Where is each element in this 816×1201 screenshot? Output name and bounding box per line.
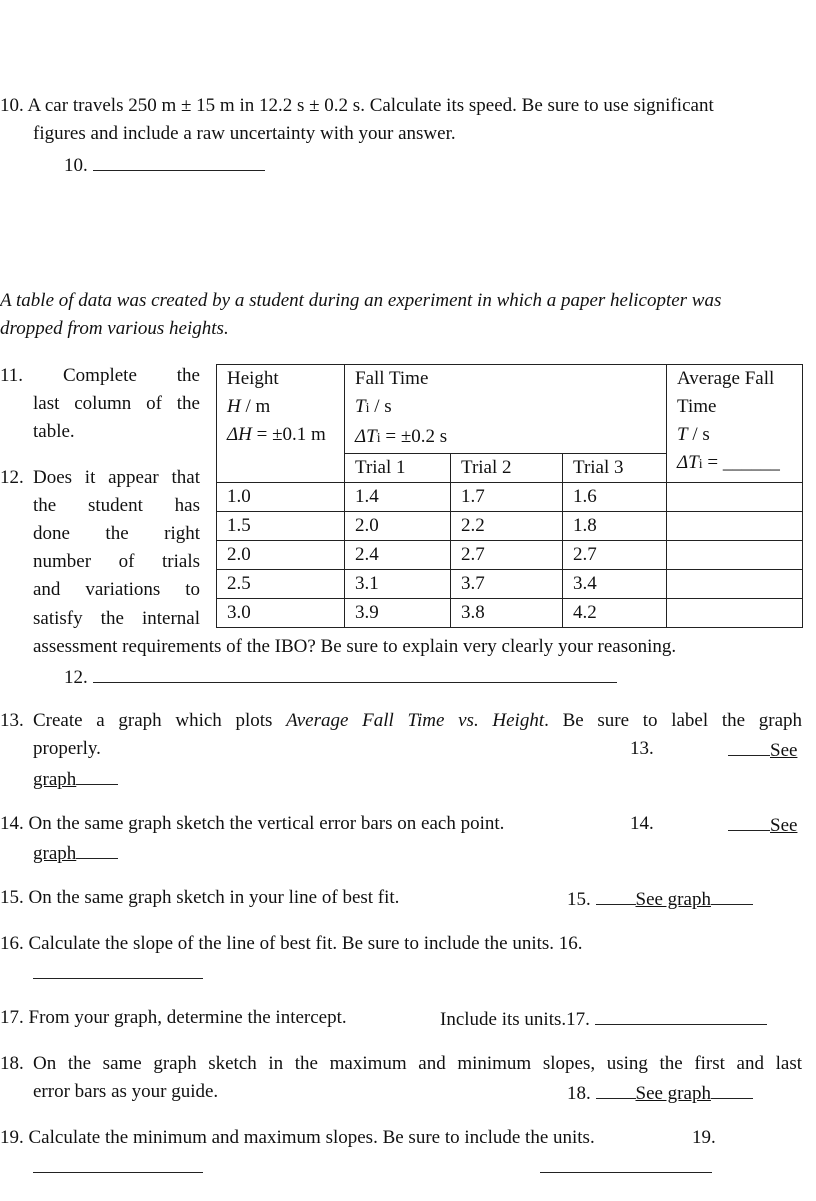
answer-16[interactable] bbox=[33, 958, 203, 988]
answer-text: See graph bbox=[635, 1083, 711, 1104]
cell-trial: 1.4 bbox=[345, 483, 451, 512]
question-18-number: 18. bbox=[0, 1053, 24, 1074]
question-19 bbox=[0, 1124, 595, 1152]
cell-average[interactable] bbox=[667, 512, 803, 541]
cell-height: 2.5 bbox=[217, 570, 345, 599]
trial-label: Trial 2 bbox=[451, 454, 563, 483]
answer-label: 16. bbox=[558, 933, 583, 954]
answer-12 bbox=[64, 662, 617, 692]
cell-height: 1.0 bbox=[217, 483, 345, 512]
header-fall-unc-symbol: ΔT bbox=[355, 426, 377, 447]
cell-average[interactable] bbox=[667, 483, 803, 512]
question-13-text-a: Create a graph which plots bbox=[33, 710, 287, 731]
question-11-line-2: last column of the bbox=[33, 393, 200, 414]
answer-label: 12. bbox=[64, 667, 88, 688]
question-number: 15. bbox=[0, 887, 24, 908]
table-row bbox=[217, 570, 803, 599]
header-fall-unc: = ±0.2 s bbox=[380, 426, 448, 447]
question-number: 19. bbox=[0, 1127, 24, 1148]
question-11-line-1: Complete the bbox=[63, 365, 200, 386]
header-height-unc-symbol: ΔH bbox=[227, 424, 252, 445]
answer-text: See bbox=[770, 740, 798, 761]
header-fall-time bbox=[345, 365, 667, 454]
answer-text: graph bbox=[33, 769, 77, 790]
header-fall-unc-sub: i bbox=[376, 431, 381, 446]
header-fall-sub: i bbox=[365, 401, 370, 416]
cell-trial: 3.8 bbox=[451, 599, 563, 628]
answer-13-label: 13. bbox=[630, 738, 654, 759]
cell-trial: 1.7 bbox=[451, 483, 563, 512]
question-10 bbox=[0, 92, 714, 120]
header-fall-symbol: T bbox=[355, 396, 366, 417]
question-12-line-7: assessment requirements of the IBO? Be sure to explain very clearly your reasoning. bbox=[33, 636, 677, 657]
answer-blank bbox=[33, 1152, 203, 1173]
question-12-line-6: satisfy the internal bbox=[33, 608, 200, 629]
cell-trial: 1.6 bbox=[563, 483, 667, 512]
cell-average[interactable] bbox=[667, 599, 803, 628]
question-text: On the same graph sketch in your line of best fit. bbox=[28, 887, 400, 908]
question-10-line-2: figures and include a raw uncertainty with your answer. bbox=[33, 123, 456, 144]
answer-blank bbox=[76, 764, 118, 785]
question-13-line-2: properly. bbox=[33, 738, 101, 759]
header-average-symbol: T bbox=[677, 424, 688, 445]
cell-trial: 3.7 bbox=[451, 570, 563, 599]
question-11-number: 11. bbox=[0, 365, 24, 386]
question-15 bbox=[0, 884, 399, 912]
header-average-unc-symbol: ΔT bbox=[677, 452, 699, 473]
cell-average[interactable] bbox=[667, 541, 803, 570]
cell-height: 2.0 bbox=[217, 541, 345, 570]
answer-text: graph bbox=[33, 843, 77, 864]
question-12-line-1: Does it appear that bbox=[33, 467, 200, 488]
answer-17 bbox=[440, 1004, 767, 1034]
answer-blank[interactable] bbox=[93, 150, 265, 171]
table-row bbox=[217, 483, 803, 512]
question-12-line-4: number of trials bbox=[33, 551, 200, 572]
answer-14[interactable] bbox=[728, 810, 797, 840]
answer-blank bbox=[728, 810, 770, 831]
question-11-line-3: table. bbox=[33, 421, 75, 442]
answer-label: 10. bbox=[64, 155, 88, 176]
header-average-unc: = ______ bbox=[702, 452, 780, 473]
cell-trial: 2.0 bbox=[345, 512, 451, 541]
answer-18[interactable] bbox=[567, 1078, 753, 1108]
table-row bbox=[217, 599, 803, 628]
question-text: From your graph, determine the intercept. bbox=[28, 1007, 347, 1028]
answer-blank[interactable] bbox=[93, 662, 617, 683]
answer-label: 17. bbox=[566, 1009, 590, 1030]
cell-trial: 1.8 bbox=[563, 512, 667, 541]
cell-trial: 4.2 bbox=[563, 599, 667, 628]
question-text: Calculate the slope of the line of best fit. Be sure to include the units. bbox=[28, 933, 555, 954]
question-12-line-5: and variations to bbox=[33, 579, 200, 600]
cell-height: 3.0 bbox=[217, 599, 345, 628]
question-14 bbox=[0, 810, 504, 838]
question-text: On the same graph sketch the vertical error bars on each point. bbox=[28, 813, 505, 834]
answer-blank bbox=[33, 958, 203, 979]
question-13-text-b: . Be sure to label the graph bbox=[544, 710, 803, 731]
table-row bbox=[217, 512, 803, 541]
trial-label: Trial 3 bbox=[563, 454, 667, 483]
question-12-line-3: done the right bbox=[33, 523, 200, 544]
question-12-line-2: the student has bbox=[33, 495, 200, 516]
header-height-unit: / m bbox=[240, 396, 271, 417]
question-12-number: 12. bbox=[0, 467, 24, 488]
answer-label: 18. bbox=[567, 1083, 591, 1104]
header-fall-name: Fall Time bbox=[355, 368, 429, 389]
answer-13-continued[interactable] bbox=[33, 764, 118, 794]
header-height-unc: = ±0.1 m bbox=[251, 424, 326, 445]
answer-15[interactable] bbox=[567, 884, 753, 914]
question-18-line-2: error bars as your guide. bbox=[33, 1081, 219, 1102]
answer-label: 15. bbox=[567, 889, 591, 910]
answer-blank bbox=[711, 1078, 753, 1099]
header-height-symbol: H bbox=[227, 396, 241, 417]
header-height-name: Height bbox=[227, 368, 279, 389]
question-number: 16. bbox=[0, 933, 24, 954]
header-average-line-1: Average Fall bbox=[677, 368, 775, 389]
question-number: 14. bbox=[0, 813, 24, 834]
answer-blank bbox=[540, 1152, 712, 1173]
trial-label: Trial 1 bbox=[345, 454, 451, 483]
question-13-number: 13. bbox=[0, 710, 24, 731]
cell-trial: 3.1 bbox=[345, 570, 451, 599]
header-average-unit: / s bbox=[687, 424, 710, 445]
header-fall-unit: / s bbox=[369, 396, 392, 417]
question-13-line-1 bbox=[33, 707, 802, 735]
header-average-unc-sub: i bbox=[698, 457, 703, 472]
question-text: A car travels 250 m ± 15 m in 12.2 s ± 0.2 s. Calculate its speed. Be sure to use significant bbox=[27, 95, 714, 116]
answer-19-label: 19. bbox=[692, 1127, 716, 1148]
answer-14-continued[interactable] bbox=[33, 838, 118, 868]
answer-text: See bbox=[770, 815, 798, 836]
header-average bbox=[667, 365, 803, 483]
intro-line-1: A table of data was created by a student during an experiment in which a paper helicopter was bbox=[0, 290, 722, 311]
cell-trial: 2.7 bbox=[451, 541, 563, 570]
answer-text: See graph bbox=[635, 889, 711, 910]
question-13-text-italic: Average Fall Time vs. Height bbox=[286, 710, 545, 731]
question-17 bbox=[0, 1004, 347, 1032]
answer-13[interactable] bbox=[728, 735, 797, 765]
question-number: 17. bbox=[0, 1007, 24, 1028]
table-row bbox=[217, 541, 803, 570]
data-table bbox=[216, 364, 803, 628]
answer-blank bbox=[76, 838, 118, 859]
question-number: 10. bbox=[0, 95, 24, 116]
answer-14-label: 14. bbox=[630, 813, 654, 834]
question-text: Calculate the minimum and maximum slopes. Be sure to include the units. bbox=[28, 1127, 595, 1148]
cell-trial: 3.4 bbox=[563, 570, 667, 599]
answer-19-min[interactable] bbox=[33, 1152, 203, 1182]
answer-blank[interactable] bbox=[595, 1004, 767, 1025]
cell-average[interactable] bbox=[667, 570, 803, 599]
cell-trial: 3.9 bbox=[345, 599, 451, 628]
cell-trial: 2.7 bbox=[563, 541, 667, 570]
answer-blank bbox=[728, 735, 770, 756]
question-text-2: Include its units. bbox=[440, 1009, 567, 1030]
header-average-line-2: Time bbox=[677, 396, 717, 417]
answer-19-max[interactable] bbox=[540, 1152, 712, 1182]
question-18-line-1: On the same graph sketch in the maximum and minimum slopes, using the first and last bbox=[33, 1053, 802, 1074]
answer-blank bbox=[711, 884, 753, 905]
question-16 bbox=[0, 930, 583, 958]
answer-blank bbox=[596, 1078, 636, 1099]
cell-height: 1.5 bbox=[217, 512, 345, 541]
cell-trial: 2.4 bbox=[345, 541, 451, 570]
header-height bbox=[217, 365, 345, 483]
intro-line-2: dropped from various heights. bbox=[0, 318, 229, 339]
cell-trial: 2.2 bbox=[451, 512, 563, 541]
answer-10 bbox=[64, 150, 265, 180]
answer-blank bbox=[596, 884, 636, 905]
